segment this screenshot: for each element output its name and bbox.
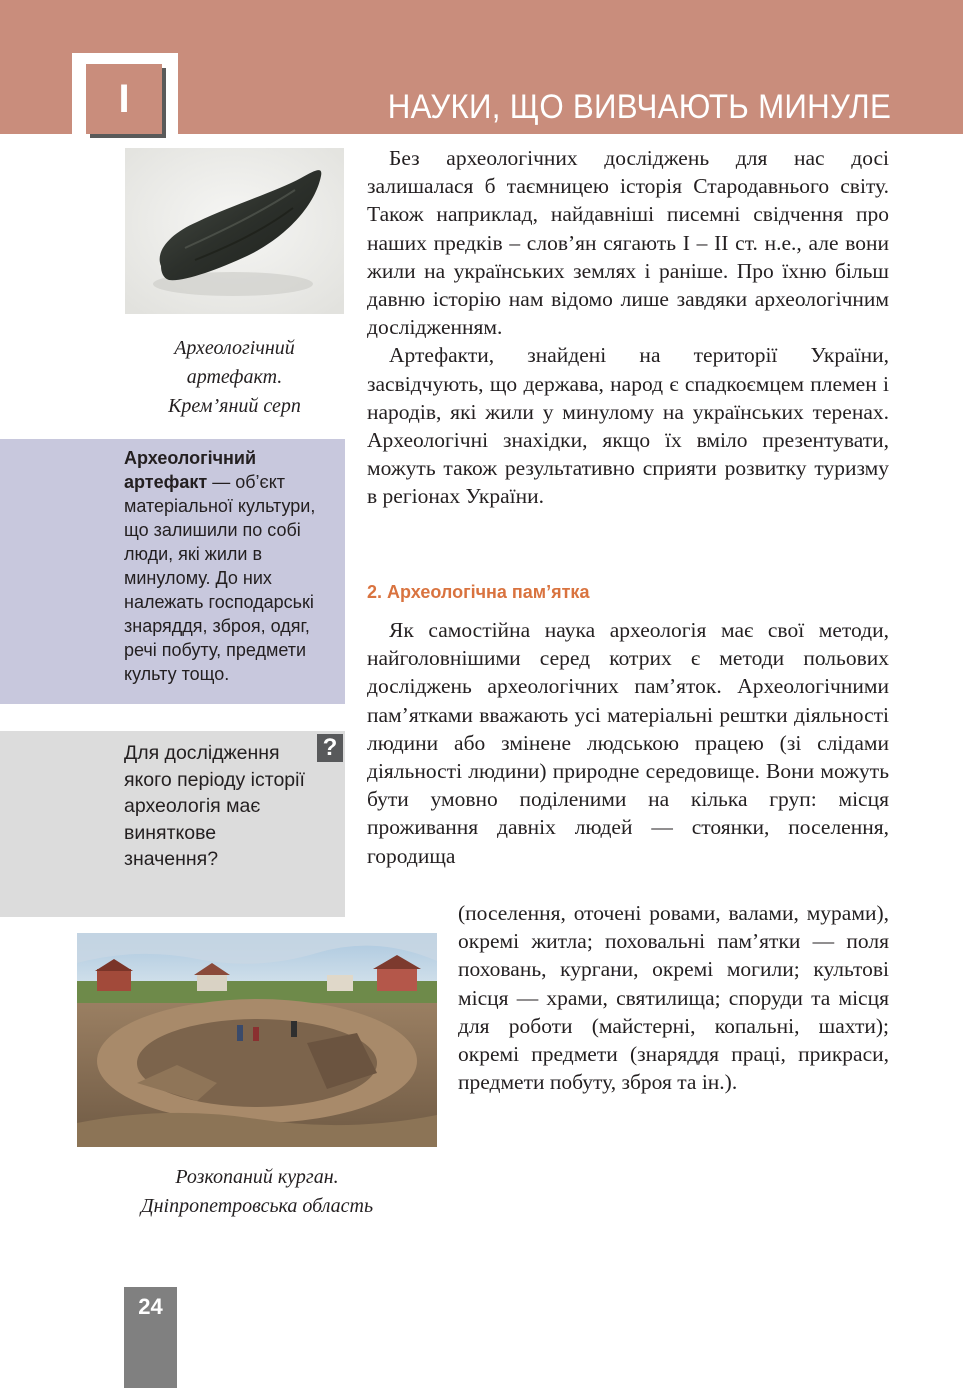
definition-text xyxy=(124,446,342,686)
paragraph-continued: (поселення, оточені ровами, валами, мурами), окремі житла; поховальні пам’ятки — поля поховань, кургани, окремі могили; культові місця — храми, святилища; споруди та місця для роботи (майстерні, копальні, шахти); окремі предмети (знаряддя праці, прикраси, предмети побуту, зброя та ін.). xyxy=(458,901,889,1095)
sickle-caption-line: артефакт. xyxy=(186,366,283,388)
kurgan-caption-line: Розкопаний курган. xyxy=(175,1166,339,1188)
chapter-title: НАУКИ, ЩО ВИВЧАЮТЬ МИНУЛЕ xyxy=(387,88,891,126)
question-text: Для дослідження якого періоду історії археологія має виняткове значення? xyxy=(124,742,305,870)
sickle-caption xyxy=(125,334,344,421)
kurgan-caption-line: Дніпропетровська область xyxy=(140,1195,374,1217)
question-mark-icon: ? xyxy=(317,734,343,762)
section-text-continued xyxy=(458,899,889,1096)
section-text xyxy=(367,616,889,870)
sickle-caption-line: Археологічний xyxy=(174,337,295,359)
page-number: 24 xyxy=(138,1294,163,1319)
flint-sickle-image xyxy=(125,148,344,314)
kurgan-caption xyxy=(77,1163,437,1221)
main-text xyxy=(367,144,889,511)
excavated-kurgan-image xyxy=(77,933,437,1147)
paragraph: Як самостійна наука археологія має свої методи, найголовнішими серед котрих є методи польових досліджень археологічних пам’яток. Археологічними пам’ятками вважають усі матеріальні рештки діяльності людини або змінене людською працею (зі слідами діяльності людини) природне середовище. Вони можуть бути умовно поділеними на кілька груп: місця проживання давніх людей — стоянки, поселення, городища xyxy=(367,618,889,868)
sickle-caption-line: Крем’яний серп xyxy=(168,395,301,417)
definition-body: — об’єкт матеріальної культури, що залишили по собі люди, які жили в минулому. До них належать господарські знаряддя, зброя, одяг, речі побуту, предмети культу тощо. xyxy=(124,472,316,684)
paragraph: Без археологічних досліджень для нас досі залишалася б таємницею історія Стародавнього світу. Також наприклад, найдавніші писемні свідчення про наших предків – слов’ян сягають І – ІІ ст. н.е., але вони жили на українських землях і раніше. Про їхню більш давню історію нам відомо лише завдяки археологічним дослідженням. xyxy=(367,146,889,340)
section-heading: 2. Археологічна пам’ятка xyxy=(367,582,590,602)
chapter-number: I xyxy=(86,64,162,134)
definition-term: Археологічний артефакт xyxy=(124,448,257,492)
paragraph: Артефакти, знайдені на території України, засвідчують, що держава, народ є спадкоємцем племен і народів, які жили у минулому на українських теренах. Археологічні знахідки, якщо їх вміло презентувати, можуть також результативно сприяти розвитку туризму в регіонах України. xyxy=(367,343,889,509)
